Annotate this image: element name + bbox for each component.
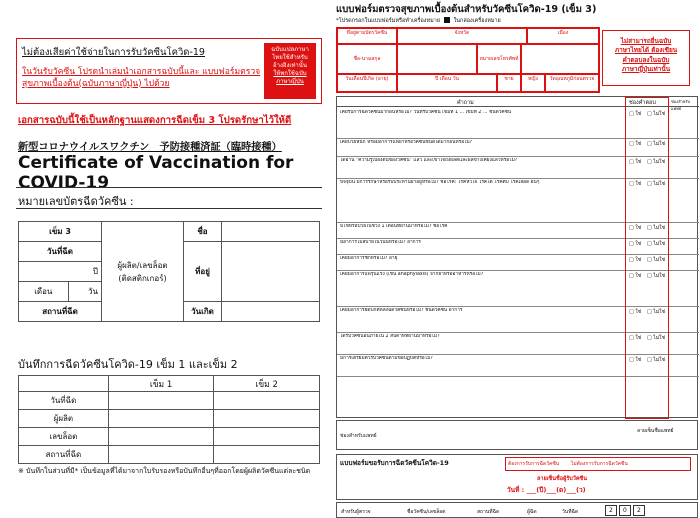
year-label: ปี xyxy=(19,262,102,282)
answer-no-checkbox[interactable]: □ ไม่ใช่ xyxy=(647,225,665,231)
fullname-label: ชื่อ-นามสกุล xyxy=(337,44,397,74)
answer-yes-checkbox[interactable]: □ ใช่ xyxy=(629,141,642,147)
table2-cell[interactable] xyxy=(214,392,320,410)
question-text: มีอาการไม่สบายในวันนี้หรือไม่? อาการ xyxy=(340,240,421,245)
dose-label: เข็ม 3 xyxy=(19,222,102,242)
answer-yes-checkbox[interactable]: □ ใช่ xyxy=(629,225,642,231)
phone-input[interactable] xyxy=(521,44,599,74)
vaccination-stub xyxy=(336,502,698,518)
answer-yes-checkbox[interactable]: □ ใช่ xyxy=(629,181,642,187)
answer-yes-checkbox[interactable]: □ ใช่ xyxy=(629,159,642,165)
date-box: 0 xyxy=(619,505,631,516)
answer-no-checkbox[interactable]: □ ไม่ใช่ xyxy=(647,159,665,165)
table2-cell[interactable] xyxy=(214,428,320,446)
address-label: ที่อยู่ตามบัตรวัคซีน xyxy=(337,28,397,44)
stub-column: ผู้ฉีด xyxy=(527,509,537,515)
name-label: ชื่อ xyxy=(184,222,222,242)
signature-label: ลายเซ็นชื่อผู้รับวัคซีน xyxy=(537,476,588,482)
temperature-label: วัดอุณหภูมิก่อนตรวจ xyxy=(545,74,599,92)
address-label: ที่อยู่ xyxy=(184,242,222,302)
answer-no-checkbox[interactable]: □ ไม่ใช่ xyxy=(647,357,665,363)
fullname-input[interactable] xyxy=(397,44,477,74)
personal-info-grid xyxy=(336,27,600,93)
month-label: เดือน xyxy=(19,282,69,302)
maker-lot-label: ผู้ผลิต/เลขล็อต xyxy=(117,260,168,270)
doctor-row-label: ช่องสำหรับแพทย์ xyxy=(340,433,377,439)
maker-lot-cell xyxy=(102,222,184,322)
birthdate-input[interactable]: ปี เดือน วัน xyxy=(397,74,497,92)
question-text: เคยมีอาการแพ้รุนแรง (เช่น anaphylaxis) จากยาหรืออาหารหรือไม่? xyxy=(340,272,484,277)
stub-label: สำหรับผู้ตรวจ xyxy=(341,509,371,515)
question-text: ปัจจุบัน มีการรักษาหรือรับประทานยาอยู่หรือไม่? ชื่อโรค: โรคหัวใจ โรคไต โรคตับ โรคเลือด อื่นๆ xyxy=(340,180,540,185)
date-label: วันที่ฉีด xyxy=(19,242,102,262)
translation-badge xyxy=(264,43,316,99)
day-label: วัน xyxy=(68,282,101,302)
doctor-signature-label: ลายเซ็นชื่อแพทย์ xyxy=(637,428,674,434)
answer-no-checkbox[interactable]: □ ไม่ใช่ xyxy=(647,309,665,315)
question-text: ได้รับวัคซีนอื่นภายใน 2 สัปดาห์ที่ผ่านมาหรือไม่? xyxy=(340,334,440,339)
badge-line: ฉบับแปลภาษา xyxy=(271,46,309,53)
badge-line: ภาษาญี่ปุ่น xyxy=(276,78,304,86)
answer-no-checkbox[interactable]: □ ไม่ใช่ xyxy=(647,241,665,247)
badge-line: ไทยใช้สำหรับ xyxy=(272,54,308,62)
table2-row-label: สถานที่ฉีด xyxy=(19,446,109,464)
thai-version-warning xyxy=(602,30,690,86)
sticker-label: (ติดสติกเกอร์) xyxy=(118,273,167,283)
answer-yes-checkbox[interactable]: □ ใช่ xyxy=(629,309,642,315)
answer-column-header: ช่องคำตอบ xyxy=(629,100,656,106)
warning-line: ภาษาไทยได้ ต้องเขียน xyxy=(614,46,678,55)
table2-cell[interactable] xyxy=(214,446,320,464)
question-column-header: คำถาม xyxy=(457,100,474,106)
male-option[interactable]: ชาย xyxy=(497,74,521,92)
certificate-subtitle: เอกสารฉบับนี้ใช้เป็นหลักฐานแสดงการฉีดเข็ม 3 โปรดรักษาไว้ให้ดี xyxy=(18,115,292,126)
question-text: ได้อ่าน "ความรู้เบื้องต้นของวัคซีน" แล้ว และเข้าใจถึงผลดีและผลข้างเคียงแล้วหรือไม่? xyxy=(340,158,518,163)
questionnaire-table xyxy=(336,96,698,418)
female-option[interactable]: หญิง xyxy=(521,74,545,92)
form-instructions xyxy=(336,17,501,25)
notice-line-2: ในวันรับวัคซีน โปรดนำเล่มนำเอกสารฉบับนี้และ แบบฟอร์มตรวจสุขภาพเบื้องต้น(ฉบับภาษาญี่ปุ่น) ไปด้วย xyxy=(22,67,261,89)
notice-line-1: ไม่ต้องเสียค่าใช้จ่ายในการรับวัคซีนโควิด-19 xyxy=(22,47,205,58)
table2-header: เข็ม 1 xyxy=(108,376,214,392)
consent-title: แบบฟอร์มขอรับการฉีดวัคซีนโควิด-19 xyxy=(340,459,449,467)
dose-1-2-table xyxy=(18,375,320,464)
stub-column: วันที่ฉีด xyxy=(562,509,579,515)
consent-section xyxy=(336,454,698,500)
answer-column-highlight xyxy=(625,97,669,419)
answer-yes-checkbox[interactable]: □ ใช่ xyxy=(629,335,642,341)
answer-yes-checkbox[interactable]: □ ใช่ xyxy=(629,273,642,279)
birth-value[interactable] xyxy=(222,302,320,322)
question-text: เคยมีอาการชักหรือไม่? อายุ xyxy=(340,256,398,261)
dose-1-2-section-title: บันทึกการฉีดวัคซีนโควิด-19 เข็ม 1 และเข็ม 2 xyxy=(18,358,238,371)
certificate-document xyxy=(0,0,330,518)
question-text: เคยป่วยหนัก หรือมีอาการแพ้ยาหรือวัคซีนชนิดใดมาก่อนหรือไม่? xyxy=(340,140,473,145)
table2-cell[interactable] xyxy=(108,446,214,464)
answer-yes-checkbox[interactable]: □ ใช่ xyxy=(629,357,642,363)
birthdate-label: วันเดือนปีเกิด (อายุ) xyxy=(337,74,397,92)
answer-no-checkbox[interactable]: □ ไม่ใช่ xyxy=(647,273,665,279)
date-box: 2 xyxy=(633,505,645,516)
english-title: Certificate of Vaccination for COVID-19 xyxy=(18,153,294,193)
name-value[interactable] xyxy=(222,222,320,242)
question-text: มีไข้หรือป่วยในช่วง 1 เดือนที่ผ่านมาหรือไม่? ชื่อโรค xyxy=(340,224,448,229)
answer-no-checkbox[interactable]: □ ไม่ใช่ xyxy=(647,141,665,147)
instructions-text-a: *โปรดกรอกในแบบฟอร์มหรือทำเครื่องหมาย xyxy=(336,18,441,24)
question-text: เคยมีอาการผิดปกติหลังฉีดวัคซีนหรือไม่? ชนิดวัคซีน อาการ xyxy=(340,308,463,313)
consent-no-option[interactable]: ไม่ต้องการรับการฉีดวัคซีน xyxy=(570,461,628,467)
form-title: แบบฟอร์มตรวจสุขภาพเบื้องต้นสำหรับวัคซีนโควิด-19 (เข็ม 3) xyxy=(336,4,597,15)
stub-column: ชื่อวัคซีน/เลขล็อต xyxy=(407,509,446,515)
table2-cell[interactable] xyxy=(108,410,214,428)
table2-row-label: ผู้ผลิต xyxy=(19,410,109,428)
answer-no-checkbox[interactable]: □ ไม่ใช่ xyxy=(647,335,665,341)
address-value[interactable] xyxy=(222,242,320,302)
consent-yes-option[interactable]: ต้องการรับการฉีดวัคซีน xyxy=(508,461,560,467)
consent-choice-box[interactable] xyxy=(505,457,691,471)
free-of-charge-notice xyxy=(16,38,322,104)
badge-line: อ้างอิงเท่านั้น xyxy=(272,62,307,70)
answer-no-checkbox[interactable]: □ ไม่ใช่ xyxy=(647,181,665,187)
answer-no-checkbox[interactable]: □ ไม่ใช่ xyxy=(647,257,665,263)
province-label: จังหวัด xyxy=(397,28,527,44)
warning-line: ไม่สามารถยื่นฉบับ xyxy=(620,37,672,45)
answer-no-checkbox[interactable]: □ ไม่ใช่ xyxy=(647,111,665,117)
table2-row-label: เลขล็อต xyxy=(19,428,109,446)
date-line: วันที่ : ___(ปี)___(ด)___(ว) xyxy=(507,486,586,494)
instructions-text-b: ในกล่องเครื่องหมาย xyxy=(453,18,501,24)
voucher-number-label: หมายเลขบัตรฉีดวัคซีน : xyxy=(16,187,322,209)
checkbox-icon xyxy=(444,17,450,23)
answer-yes-checkbox[interactable]: □ ใช่ xyxy=(629,241,642,247)
question-text: มีการเตรียมตัวรับวัคซีนตามข้อปฏิบัติหรือไม่? xyxy=(340,356,433,361)
table2-cell[interactable] xyxy=(108,428,214,446)
answer-yes-checkbox[interactable]: □ ใช่ xyxy=(629,111,642,117)
stub-column: สถานที่ฉีด xyxy=(477,509,500,515)
warning-line: คำตอบลงในฉบับ xyxy=(622,55,670,64)
dose-3-record-table xyxy=(18,221,320,322)
answer-yes-checkbox[interactable]: □ ใช่ xyxy=(629,257,642,263)
warning-line: ภาษาญี่ปุ่นเท่านั้น xyxy=(621,64,671,73)
japanese-title: 新型コロナウイルスワクチン 予防接種済証（臨時接種） xyxy=(18,142,282,153)
table2-cell[interactable] xyxy=(108,392,214,410)
site-label: สถานที่ฉีด xyxy=(19,302,102,322)
city-label: เมือง xyxy=(527,28,599,44)
table2-row-label: วันที่ฉีด xyxy=(19,392,109,410)
health-check-form xyxy=(336,0,700,518)
doctor-section xyxy=(336,420,698,450)
phone-label: หมายเลขโทรศัพท์ xyxy=(477,44,521,74)
table2-header: เข็ม 2 xyxy=(214,376,320,392)
question-text: เคยรับการฉีดวัคซีนมาก่อนหรือไม่? วันที่รับวัคซีน เข็มที่ 1 ... เข็มที่ 2 ... ชนิดวัคซีน xyxy=(340,110,512,115)
doctor-column-header: ช่องสำหรับแพทย์ xyxy=(671,99,691,111)
badge-line: ให้พกใช้ฉบับ xyxy=(273,70,307,78)
footnote: ※ บันทึกในส่วนที่มี* เป็นข้อมูลที่ได้มาจากใบรับรองหรือบันทึกอื่นๆที่ออกโดยผู้ผลิตวัคซีนแต่ละชนิด xyxy=(18,467,311,475)
birth-label: วันเกิด xyxy=(184,302,222,322)
table2-header xyxy=(19,376,109,392)
date-box: 2 xyxy=(605,505,617,516)
table2-cell[interactable] xyxy=(214,410,320,428)
